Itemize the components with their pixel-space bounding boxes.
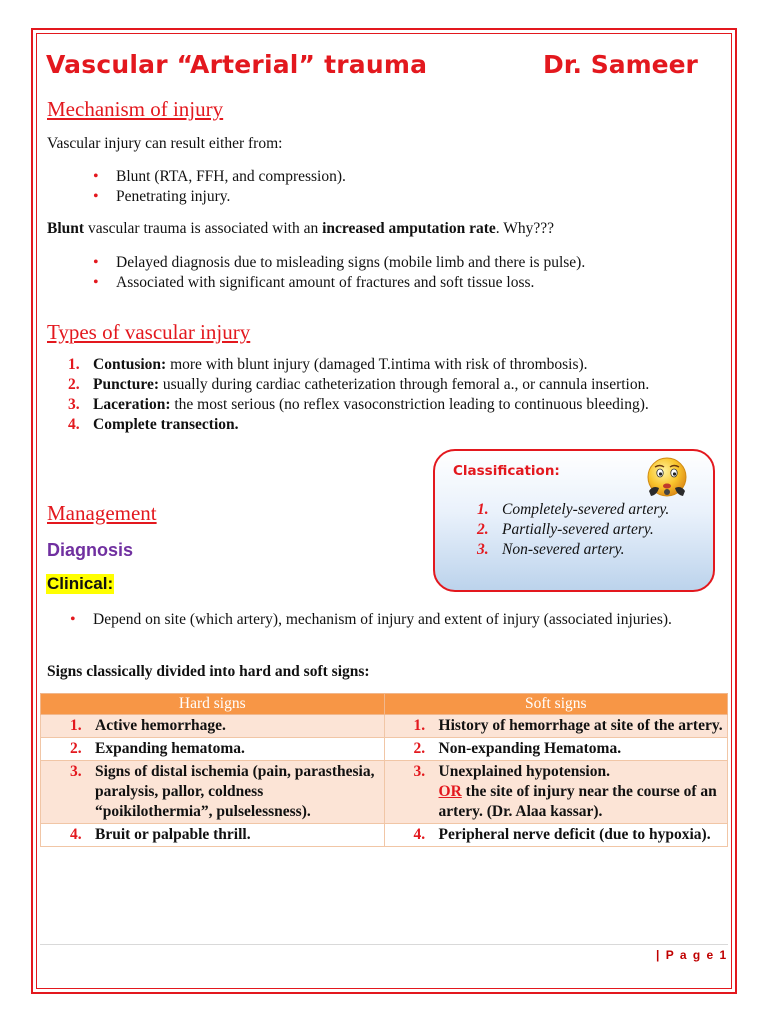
soft-sign: History of hemorrhage at site of the artery. (438, 717, 723, 734)
column-header: Soft signs (384, 694, 727, 715)
types-heading: Types of vascular injury (47, 320, 251, 344)
list-item: 2. Partially-severed artery. (477, 521, 654, 538)
soft-sign-extra: the site of injury near the course of an artery. (Dr. Alaa kassar). (438, 783, 717, 820)
or-emphasis: OR (438, 783, 462, 800)
management-heading: Management (47, 501, 157, 525)
list-item: • Blunt (RTA, FFH, and compression). (93, 167, 693, 187)
diagnosis-heading: Diagnosis (47, 540, 134, 560)
list-item: • Penetrating injury. (93, 187, 693, 207)
hard-sign: Active hemorrhage. (95, 717, 226, 734)
causes-list (93, 167, 693, 207)
hard-sign: Bruit or palpable thrill. (95, 826, 251, 843)
blunt-text: vascular trauma is associated with an (84, 220, 323, 237)
list-item: 1. Contusion: more with blunt injury (damaged T.intima with risk of thrombosis). (68, 356, 588, 373)
list-item: • Associated with significant amount of fractures and soft tissue loss. (93, 273, 723, 293)
list-item: 1. Completely-severed artery. (477, 501, 670, 518)
signs-intro: Signs classically divided into hard and soft signs: (47, 663, 370, 680)
mechanism-heading: Mechanism of injury (47, 97, 224, 121)
classification-callout (433, 449, 715, 592)
thinking-smiley-icon (643, 455, 691, 503)
why-text: . Why??? (495, 220, 554, 237)
signs-table (40, 693, 728, 847)
clinical-list (70, 610, 710, 630)
mechanism-intro: Vascular injury can result either from: (47, 135, 283, 152)
soft-sign: Non-expanding Hematoma. (438, 740, 622, 757)
types-list (68, 355, 688, 435)
author-name: Dr. Sameer (543, 50, 698, 79)
classification-title: Classification: (453, 463, 560, 479)
page-number: | P a g e 1 (656, 948, 728, 962)
amputation-term: increased amputation rate (322, 220, 496, 237)
soft-sign: Peripheral nerve deficit (due to hypoxia). (438, 826, 711, 843)
table-row: 3. Signs of distal ischemia (pain, parasthesia, paralysis, pallor, coldness “poikilothermia”, pulselessness). 3. Unexplained hypotension. OR the site of injury near the course of an artery. (Dr. Alaa kassar). (41, 761, 728, 824)
list-item: • Delayed diagnosis due to misleading signs (mobile limb and there is pulse). (93, 253, 723, 273)
list-item: 3. Laceration: the most serious (no reflex vasoconstriction leading to continuous bleeding). (68, 396, 649, 413)
hard-sign: Signs of distal ischemia (pain, parasthesia, paralysis, pallor, coldness “poikilothermia”, pulselessness). (95, 763, 375, 820)
column-header: Hard signs (41, 694, 385, 715)
document-title: Vascular “Arterial” trauma (46, 50, 428, 79)
hard-sign: Expanding hematoma. (95, 740, 245, 757)
classification-list (477, 500, 669, 560)
table-header-row (41, 694, 728, 715)
reasons-list (93, 253, 723, 293)
table-row: 2. Expanding hematoma. 2. Non-expanding Hematoma. (41, 738, 728, 761)
list-item: • Depend on site (which artery), mechanism of injury and extent of injury (associated injuries). (70, 610, 710, 630)
table-row: 1. Active hemorrhage. 1. History of hemorrhage at site of the artery. (41, 715, 728, 738)
blunt-sentence (47, 219, 554, 239)
list-item: 4. Complete transection. (68, 416, 239, 433)
list-item: 3. Non-severed artery. (477, 541, 625, 558)
blunt-term: Blunt (47, 220, 85, 237)
footer-divider (40, 944, 728, 945)
soft-sign: Unexplained hypotension. (438, 763, 610, 780)
clinical-heading: Clinical: (47, 574, 114, 593)
table-row: 4. Bruit or palpable thrill. 4. Peripheral nerve deficit (due to hypoxia). (41, 824, 728, 847)
list-item: 2. Puncture: usually during cardiac catheterization through femoral a., or cannula insertion. (68, 376, 650, 393)
